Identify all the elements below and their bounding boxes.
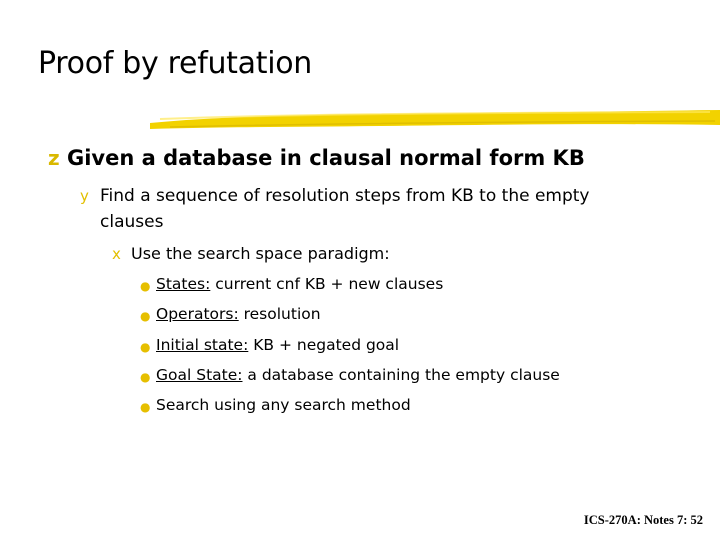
bullet-marker-y: y	[80, 187, 89, 205]
level2-bullet	[80, 183, 640, 235]
list-item	[140, 305, 560, 335]
level3-text: Use the search space paradigm:	[131, 244, 390, 263]
dot-icon: ●	[140, 279, 151, 293]
item-term: States:	[156, 275, 211, 293]
level1-bullet	[48, 146, 585, 170]
dot-icon: ●	[140, 400, 151, 415]
level1-text: Given a database in clausal normal form KB	[66, 146, 585, 170]
item-text: KB + negated goal	[248, 335, 400, 354]
slide-footer: ICS-270A: Notes 7: 52	[583, 513, 703, 527]
level3-bullet	[112, 244, 390, 263]
list-item	[140, 336, 560, 366]
dot-icon: ●	[140, 309, 151, 324]
title-underline-brushstroke	[150, 103, 720, 133]
level2-text-line2: clauses	[100, 212, 164, 232]
level4-bullet-list	[140, 275, 560, 426]
bullet-marker-x: x	[112, 245, 121, 263]
item-text: resolution	[238, 305, 321, 324]
item-text: current cnf KB + new clauses	[210, 275, 444, 293]
dot-icon: ●	[140, 369, 151, 384]
list-item	[140, 275, 560, 305]
item-term: Operators:	[156, 305, 239, 324]
list-item	[140, 396, 560, 426]
item-term: Goal State:	[156, 365, 243, 384]
list-item	[140, 366, 560, 396]
item-term: Initial state:	[156, 335, 249, 354]
page-title: Proof by refutation	[38, 46, 312, 81]
item-text: a database containing the empty clause	[242, 365, 560, 384]
level2-text-line1: Find a sequence of resolution steps from KB to the empty	[100, 186, 590, 206]
item-text: Search using any search method	[156, 396, 411, 415]
dot-icon: ●	[140, 339, 151, 354]
bullet-marker-z: z	[48, 146, 60, 170]
